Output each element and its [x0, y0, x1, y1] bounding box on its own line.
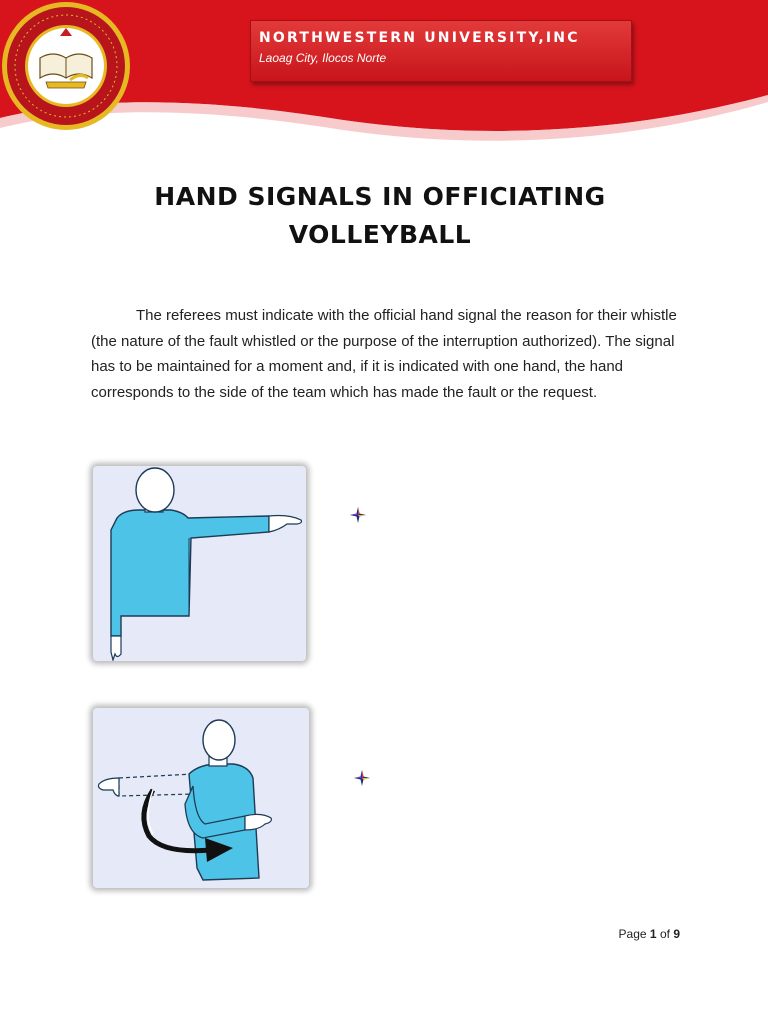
university-seal-icon: [0, 0, 132, 132]
figure-arm-extended: [93, 466, 306, 661]
page-total: 9: [673, 927, 680, 941]
page-of: of: [659, 927, 670, 941]
university-name: NORTHWESTERN UNIVERSITY,INC: [259, 30, 580, 46]
page-header: [0, 0, 768, 160]
four-point-star-bullet-icon: [350, 507, 366, 523]
page-number: [560, 927, 680, 941]
title-line-2: VOLLEYBALL: [288, 220, 472, 249]
page-label: Page: [618, 927, 647, 941]
document-title: [100, 178, 660, 254]
referee-arm-swing-signal-icon: [93, 708, 309, 888]
figure-arm-swing: [93, 708, 309, 888]
intro-paragraph: The referees must indicate with the official hand signal the reason for their whistle (the nature of the fault whistled or the purpose of the interruption authorized). The signal has to be maintained for a moment and, if it is indicated with one hand, the hand corresponds to the side of the team which has made the fault or the request.: [91, 307, 677, 401]
university-name-box: [250, 20, 632, 82]
university-location: Laoag City, Ilocos Norte: [259, 51, 387, 65]
referee-arm-extended-signal-icon: [93, 466, 306, 661]
title-line-1: HAND SIGNALS IN OFFICIATING: [154, 182, 606, 211]
four-point-star-bullet-icon: [354, 770, 370, 786]
page-current: 1: [649, 927, 657, 941]
